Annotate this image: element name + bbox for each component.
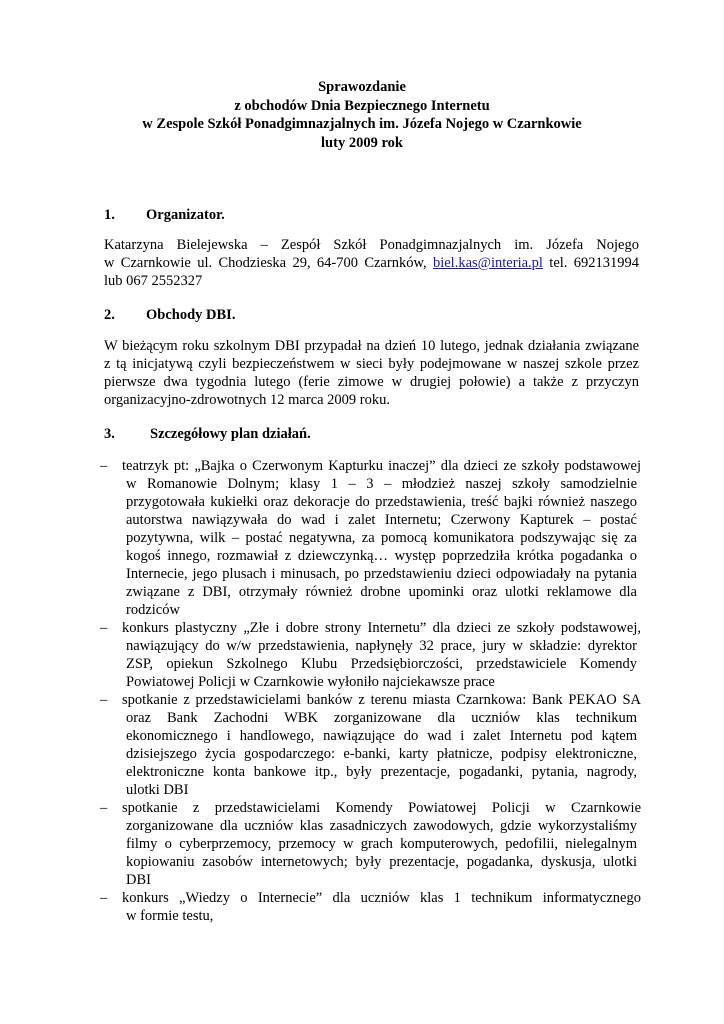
list-item-line: teatrzyk pt: „Bajka o Czerwonym Kapturku inaczej” dla dzieci ze szkoły podstawowej: [122, 458, 641, 474]
section-2-body: [104, 337, 639, 409]
list-item-line: kopiowaniu zasobów internetowych; były prezentacje, pogadanka, dyskusja, ulotki: [126, 854, 637, 870]
section-1-body: [104, 236, 639, 290]
list-item-line: zorganizowane dla uczniów klas zasadniczych zawodowych, gdzie wykorzystaliśmy: [126, 818, 637, 834]
section-2-line: pierwsze dwa tygodnia lutego (ferie zimowe w drugiej połowie) a także z przyczyn: [104, 374, 639, 390]
section-2-title: Obchody DBI.: [146, 307, 236, 323]
list-item-line: oraz Bank Zachodni WBK zorganizowane dla uczniów klas technikum: [126, 710, 637, 726]
organizer-phone: tel. 692131994: [542, 255, 640, 271]
section-1-number: 1.: [104, 207, 115, 223]
report-school: w Zespole Szkół Ponadgimnazjalnych im. Józefa Nojego w Czarnkowie: [142, 116, 582, 132]
section-2-heading: [104, 306, 235, 324]
list-bullet: –: [100, 800, 108, 816]
section-3-title: Szczegółowy plan działań.: [150, 426, 311, 442]
list-item-line: DBI: [126, 872, 151, 888]
section-2-line: W bieżącym roku szkolnym DBI przypadał na dzień 10 lutego, jednak działania związane: [104, 338, 639, 354]
list-item-line: związane z DBI, otrzymały również drobne upominki oraz ulotki reklamowe dla: [126, 584, 637, 600]
list-item-line: ekonomicznego i handlowego, nawiązujące do wad i zalet Internetu pod kątem: [126, 728, 637, 744]
list-item-line: Internecie, jego plusach i minusach, po przedstawieniu dzieci odpowiadały na pytania: [126, 566, 637, 582]
report-date: luty 2009 rok: [321, 134, 403, 151]
list-item-line: rodziców: [126, 602, 180, 618]
list-item-line: ulotki DBI: [126, 782, 189, 798]
section-1-heading: [104, 206, 225, 224]
list-item-line: dzisiejszego życia gospodarczego: e-banki, karty płatnicze, podpisy elektroniczne,: [126, 746, 637, 762]
list-item-line: w Romanowie Dolnym; klasy 1 – 3 – młodzież naszej szkoły samodzielnie: [126, 476, 637, 492]
list-bullet: –: [100, 692, 108, 708]
list-item-line: konkurs „Wiedzy o Internecie” dla uczniów klas 1 technikum informatycznego: [122, 890, 641, 906]
list-bullet: –: [100, 458, 108, 474]
list-item-line: spotkanie z przedstawicielami banków z terenu miasta Czarnkowa: Bank PEKAO SA: [122, 692, 641, 708]
list-item-line: pozytywna, wilk – postać negatywna, za pomocą komunikatora podszywając się za: [126, 530, 637, 546]
list-item-line: elektroniczne konta bankowe itp., były prezentacje, pogadanki, pytania, nagrody,: [126, 764, 637, 780]
list-item-line: spotkanie z przedstawicielami Komendy Powiatowej Policji w Czarnkowie: [122, 800, 641, 816]
list-item-line: nawiązujący do w/w przedstawienia, napłynęły 32 prace, jury w składzie: dyrektor: [126, 638, 637, 654]
report-title: Sprawozdanie: [318, 79, 406, 95]
list-item-line: konkurs plastyczny „Złe i dobre strony Internetu” dla dzieci ze szkoły podstawowej,: [122, 620, 641, 636]
section-3-number: 3.: [104, 426, 115, 442]
list-bullet: –: [100, 890, 108, 906]
list-item-line: ZSP, opiekun Szkolnego Klubu Przedsiębiorczości, przedstawiciele Komendy: [126, 656, 637, 672]
list-item-line: autorstwa nawiązywała do wad i zalet Internetu; Czerwony Kapturek – postać: [126, 512, 637, 528]
organizer-line-1: Katarzyna Bielejewska – Zespół Szkół Ponadgimnazjalnych im. Józefa Nojego: [104, 237, 639, 253]
list-item: [100, 799, 645, 889]
organizer-line-2: [104, 254, 639, 272]
section-2-line: organizacyjno-zdrowotnych 12 marca 2009 roku.: [104, 392, 391, 408]
list-item: [100, 457, 645, 619]
section-2-number: 2.: [104, 307, 115, 323]
list-item: [100, 691, 645, 799]
activity-list: [100, 457, 645, 925]
list-item-line: filmy o cyberprzemocy, przemocy w grach komputerowych, pedofilii, nielegalnym: [126, 836, 637, 852]
organizer-address: w Czarnkowie ul. Chodzieska 29, 64-700 Czarnków,: [104, 255, 433, 271]
organizer-email-link[interactable]: biel.kas@interia.pl: [432, 255, 543, 271]
list-item-line: Powiatowej Policji w Czarnkowie wyłoniło najciekawsze prace: [126, 674, 495, 690]
list-item-line: przygotowała kukiełki oraz dekoracje do przedstawienia, treść bajki również naszego: [126, 494, 637, 510]
organizer-line-3: lub 067 2552327: [104, 273, 203, 289]
list-bullet: –: [100, 620, 108, 636]
report-title-block: [0, 78, 724, 152]
list-item: [100, 619, 645, 691]
list-item-line: w formie testu,: [126, 908, 214, 924]
section-1-title: Organizator.: [146, 207, 225, 223]
section-3-heading: [104, 425, 311, 443]
list-item: [100, 889, 645, 925]
section-2-line: z tą inicjatywą czyli bezpieczeństwem w sieci były podejmowane w naszej szkole przez: [104, 356, 639, 372]
list-item-line: kogoś innego, rozmawiał z dziewczynką… występ poprzedziła krótka pogadanka o: [126, 548, 637, 564]
report-subtitle: z obchodów Dnia Bezpiecznego Internetu: [234, 97, 490, 114]
